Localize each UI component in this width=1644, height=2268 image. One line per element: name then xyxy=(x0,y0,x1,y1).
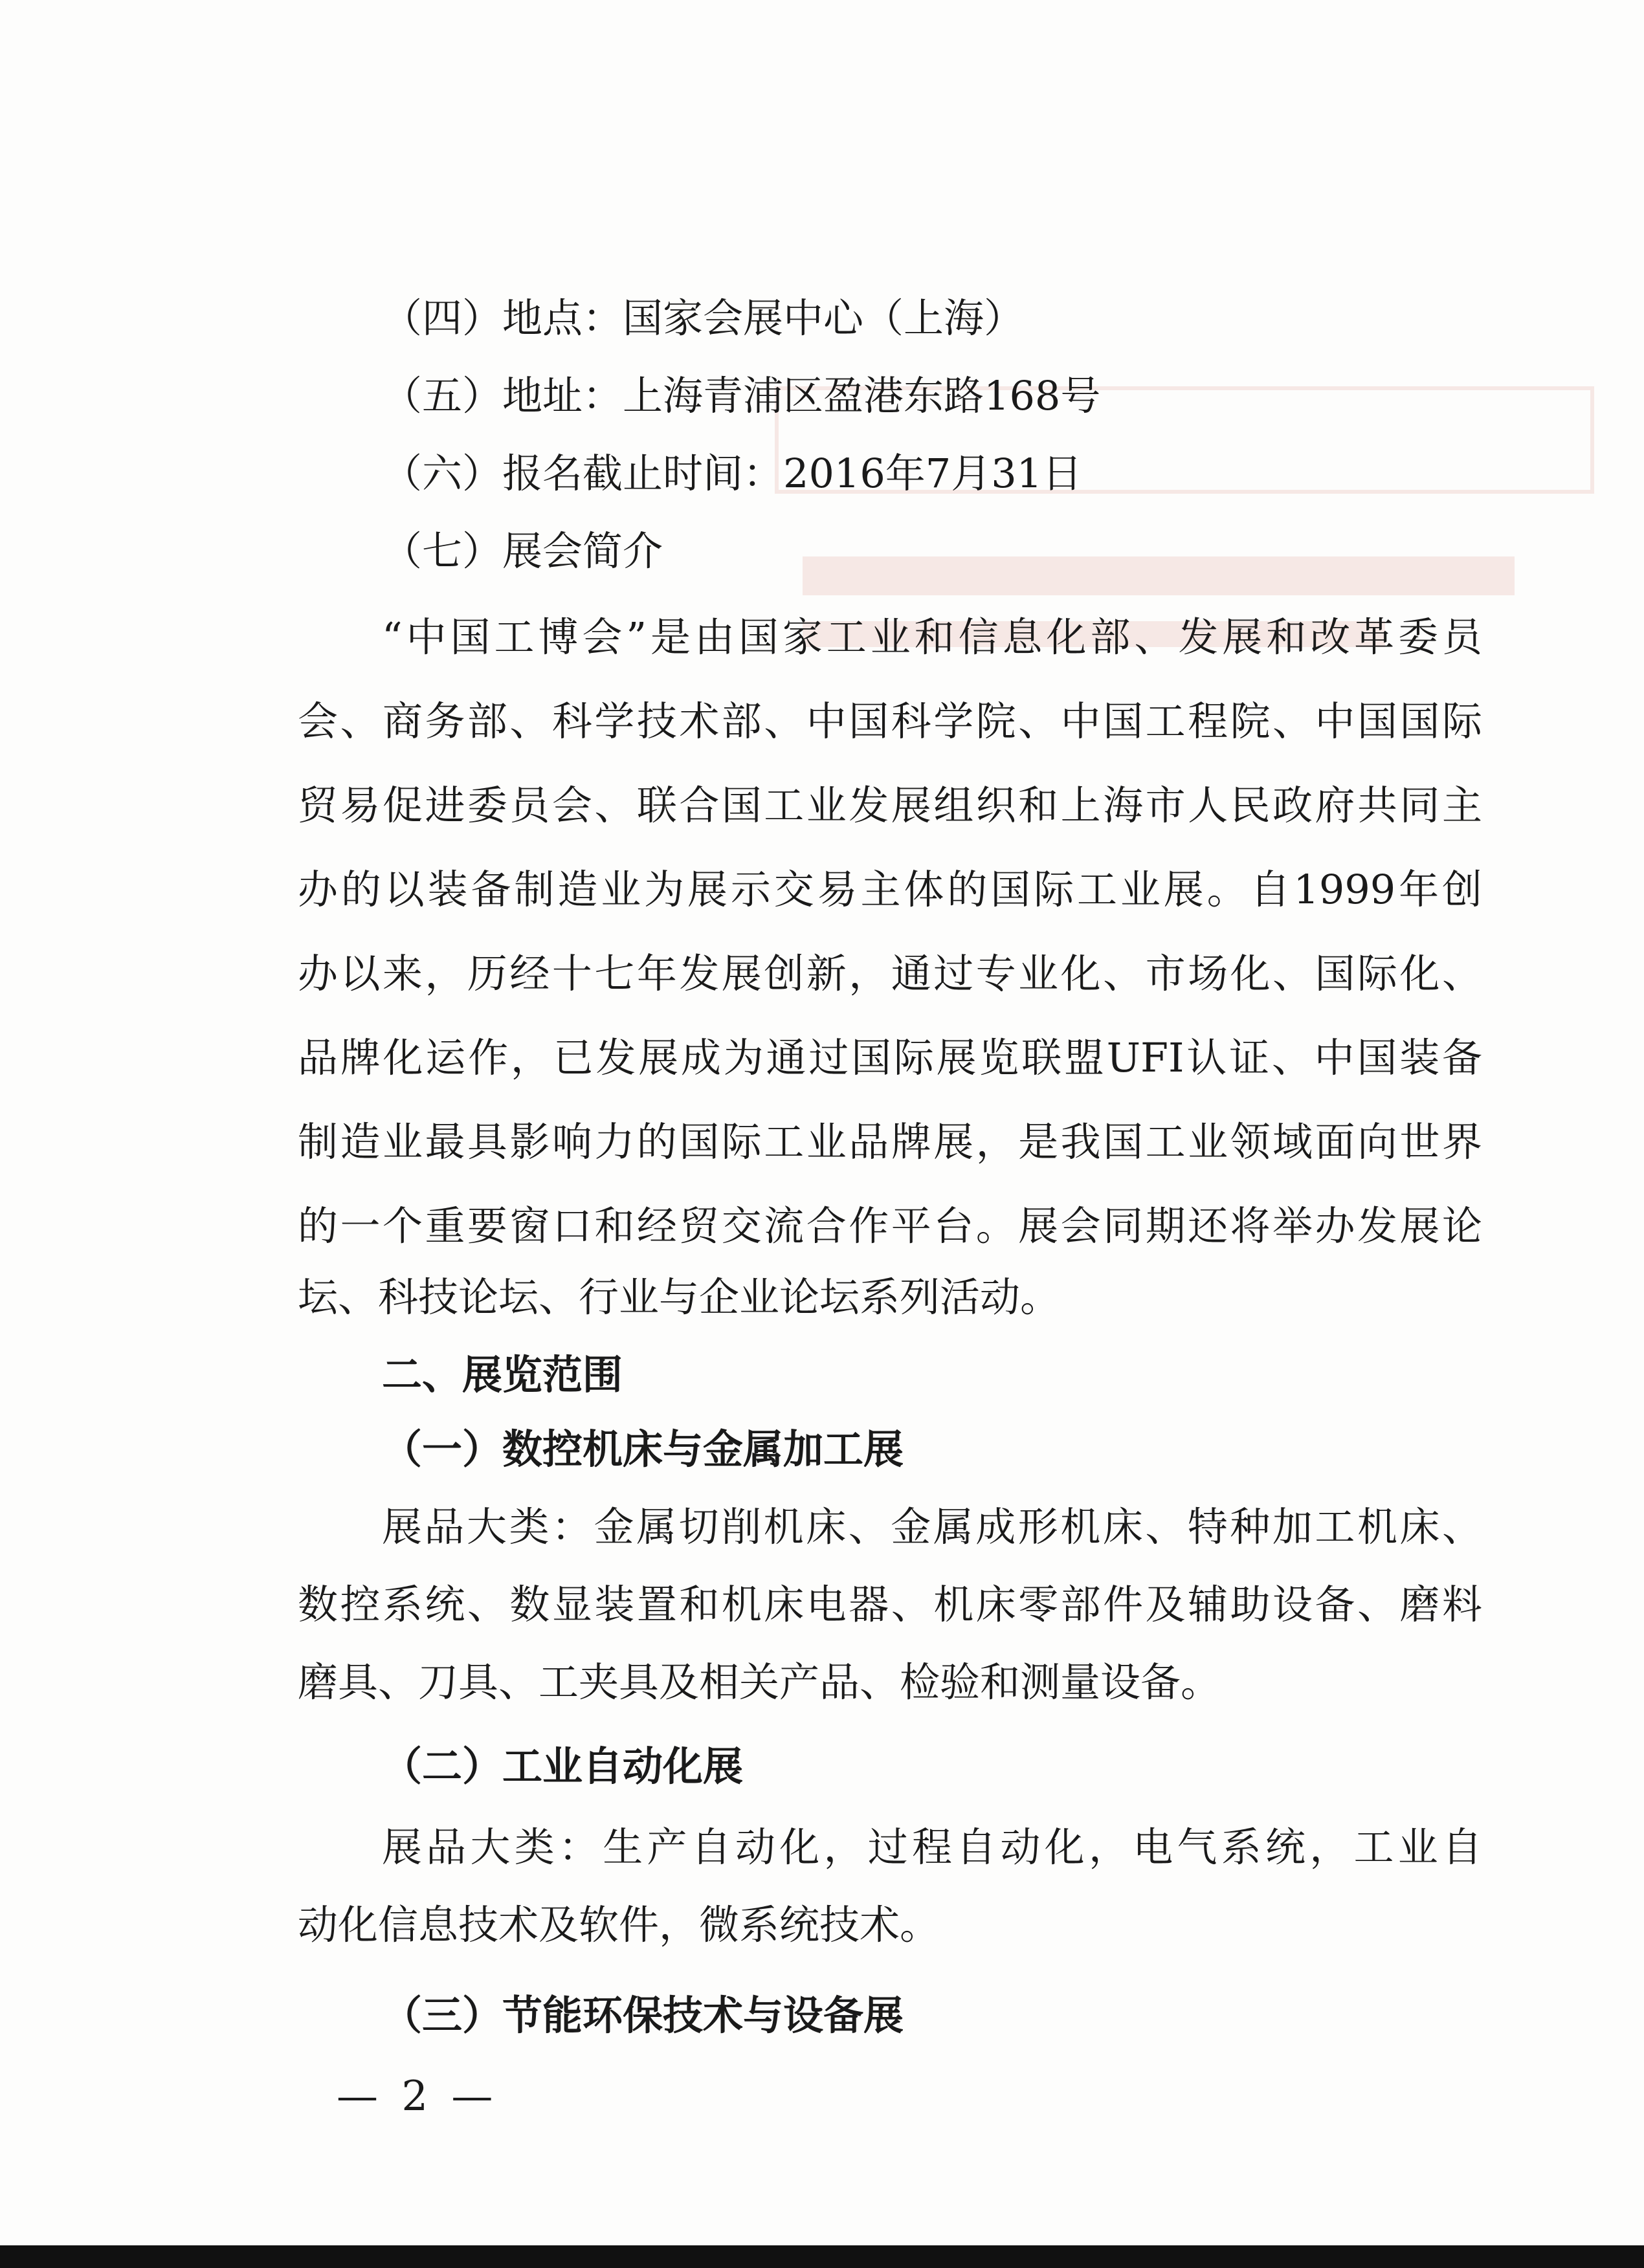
section-heading-scope: 二、展览范围 xyxy=(382,1351,623,1398)
intro-paragraph-line: 制造业最具影响力的国际工业品牌展，是我国工业领域面向世界 xyxy=(298,1118,1482,1165)
intro-paragraph-line: 会、商务部、科学技术部、中国科学院、中国工程院、中国国际 xyxy=(298,698,1482,745)
item-location: （四）地点：国家会展中心（上海） xyxy=(382,294,1025,342)
subsection-heading-cnc: （一）数控机床与金属加工展 xyxy=(382,1426,904,1473)
intro-paragraph-line: 的一个重要窗口和经贸交流合作平台。展会同期还将举办发展论 xyxy=(298,1202,1482,1250)
item-deadline: （六）报名截止时间：2016年7月31日 xyxy=(382,450,1083,497)
intro-paragraph-line: 办以来，历经十七年发展创新，通过专业化、市场化、国际化、 xyxy=(298,950,1482,997)
intro-paragraph-line: 贸易促进委员会、联合国工业发展组织和上海市人民政府共同主 xyxy=(298,782,1482,829)
intro-paragraph-line: 办的以装备制造业为展示交易主体的国际工业展。自1999年创 xyxy=(298,866,1482,913)
scan-bottom-edge xyxy=(0,2245,1644,2268)
intro-paragraph-line: 品牌化运作，已发展成为通过国际展览联盟UFI认证、中国装备 xyxy=(298,1034,1482,1081)
cnc-paragraph-line: 磨具、刀具、工夹具及相关产品、检验和测量设备。 xyxy=(298,1658,1221,1706)
cnc-paragraph-line: 展品大类：金属切削机床、金属成形机床、特种加工机床、 xyxy=(382,1503,1482,1550)
item-expo-intro-heading: （七）展会简介 xyxy=(382,527,663,575)
intro-paragraph-line: 坛、科技论坛、行业与企业论坛系列活动。 xyxy=(298,1273,1061,1321)
item-address: （五）地址：上海青浦区盈港东路168号 xyxy=(382,372,1101,419)
automation-paragraph-line: 动化信息技术及软件，微系统技术。 xyxy=(298,1901,940,1948)
subsection-heading-energy: （三）节能环保技术与设备展 xyxy=(382,1992,904,2039)
page-number: — 2 — xyxy=(337,2073,498,2120)
automation-paragraph-line: 展品大类：生产自动化，过程自动化，电气系统，工业自 xyxy=(382,1823,1482,1871)
subsection-heading-automation: （二）工业自动化展 xyxy=(382,1743,744,1790)
intro-paragraph-line: “中国工博会”是由国家工业和信息化部、发展和改革委员 xyxy=(382,613,1482,661)
cnc-paragraph-line: 数控系统、数显装置和机床电器、机床零部件及辅助设备、磨料 xyxy=(298,1581,1482,1628)
